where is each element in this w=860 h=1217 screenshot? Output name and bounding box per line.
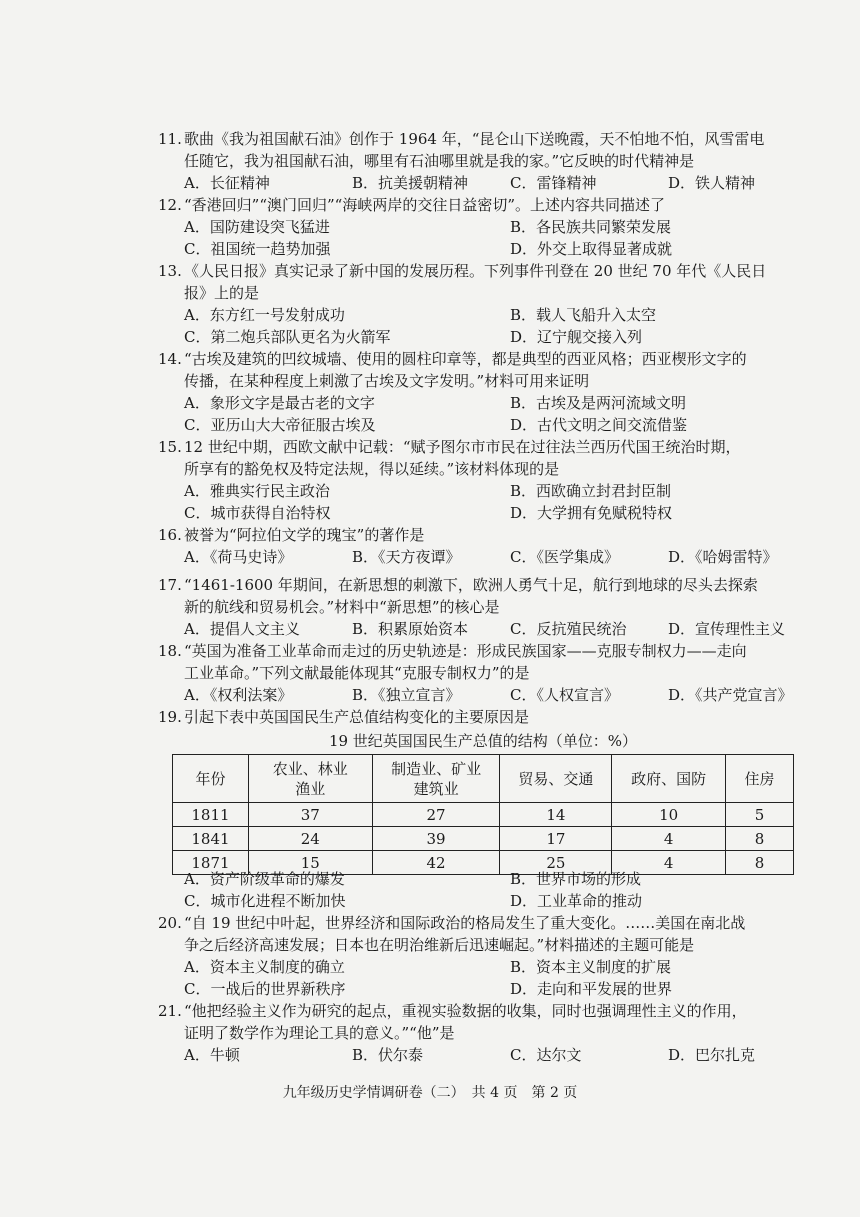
option-c[interactable]: C．第二炮兵部队更名为火箭军 (184, 328, 391, 346)
option-a[interactable]: A．资产阶级革命的爆发 (184, 870, 345, 888)
table-row (173, 827, 794, 851)
option-b[interactable]: B．积累原始资本 (352, 620, 469, 638)
question-text: “1461-1600 年期间，在新思想的刺激下，欧洲人勇气十足，航行到地球的尽头去探索 (184, 576, 758, 594)
question-20 (158, 912, 808, 1000)
question-number: 16. (158, 526, 182, 544)
question-number: 20. (158, 914, 182, 932)
question-number: 11. (158, 130, 182, 148)
question-number: 21. (158, 1002, 182, 1020)
option-b[interactable]: B．伏尔泰 (352, 1046, 424, 1064)
table-cell: 14 (500, 803, 612, 827)
option-c[interactable]: C．城市获得自治特权 (184, 504, 331, 522)
table-cell: 10 (612, 803, 726, 827)
table-cell: 4 (612, 827, 726, 851)
question-15 (158, 436, 808, 524)
table-header-cell: 贸易、交通 (500, 755, 612, 803)
table-header-row (173, 755, 794, 803)
option-c[interactable]: C．一战后的世界新秩序 (184, 980, 346, 998)
question-text: 新的航线和贸易机会。”材料中“新思想”的核心是 (184, 598, 500, 616)
question-text: “古埃及建筑的凹纹城墙、使用的圆柱印章等，都是典型的西亚风格；西亚楔形文字的 (184, 350, 747, 368)
option-b[interactable]: B．各民族共同繁荣发展 (510, 218, 672, 236)
table-cell: 27 (372, 803, 500, 827)
question-21 (158, 1000, 808, 1066)
question-text: 引起下表中英国国民生产总值结构变化的主要原因是 (184, 708, 530, 726)
question-12 (158, 194, 808, 260)
question-number: 17. (158, 576, 182, 594)
table-header-cell: 政府、国防 (612, 755, 726, 803)
option-d[interactable]: D．古代文明之间交流借鉴 (510, 416, 688, 434)
option-a[interactable]: A．资本主义制度的确立 (184, 958, 345, 976)
table-cell: 17 (500, 827, 612, 851)
option-d[interactable]: D．走向和平发展的世界 (510, 980, 673, 998)
table-caption: 19 世纪英国国民生产总值的结构（单位：%） (328, 732, 638, 750)
option-b[interactable]: B．西欧确立封君封臣制 (510, 482, 672, 500)
table-cell: 37 (248, 803, 372, 827)
question-17 (158, 574, 808, 640)
question-text: 证明了数学作为理论工具的意义。”“他”是 (184, 1024, 455, 1042)
option-d[interactable]: D．大学拥有免赋税特权 (510, 504, 673, 522)
question-text: “自 19 世纪中叶起，世界经济和国际政治的格局发生了重大变化。……美国在南北战 (184, 914, 746, 932)
question-text: “英国为准备工业革命而走过的历史轨迹是：形成民族国家——克服专制权力——走向 (184, 642, 747, 660)
table-cell: 4 (612, 851, 726, 875)
option-d[interactable]: D．《共产党宣言》 (668, 686, 793, 704)
option-b[interactable]: B．世界市场的形成 (510, 870, 642, 888)
question-text: 工业革命。”下列文献最能体现其“克服专制权力”的是 (184, 664, 530, 682)
question-text: 任随它，我为祖国献石油，哪里有石油哪里就是我的家。”它反映的时代精神是 (184, 152, 695, 170)
question-number: 12. (158, 196, 182, 214)
page-footer: 九年级历史学情调研卷（二） 共 4 页 第 2 页 (282, 1085, 578, 1101)
table-header-cell: 住房 (726, 755, 794, 803)
option-a[interactable]: A．提倡人文主义 (184, 620, 300, 638)
option-d[interactable]: D．工业革命的推动 (510, 892, 643, 910)
option-a[interactable]: A．长征精神 (184, 174, 270, 192)
option-b[interactable]: B．《天方夜谭》 (352, 548, 461, 566)
question-number: 18. (158, 642, 182, 660)
table-cell: 8 (726, 827, 794, 851)
option-d[interactable]: D．外交上取得显著成就 (510, 240, 673, 258)
option-c[interactable]: C．城市化进程不断加快 (184, 892, 346, 910)
table-cell: 1841 (173, 827, 249, 851)
option-c[interactable]: C．雷锋精神 (510, 174, 597, 192)
table-cell: 1811 (173, 803, 249, 827)
option-a[interactable]: A．《权利法案》 (184, 686, 293, 704)
table-cell: 39 (372, 827, 500, 851)
option-c[interactable]: C．《医学集成》 (510, 548, 619, 566)
option-b[interactable]: B．古埃及是两河流域文明 (510, 394, 687, 412)
table-cell: 42 (372, 851, 500, 875)
question-19-options (158, 868, 808, 912)
question-16 (158, 524, 808, 568)
table-cell: 25 (500, 851, 612, 875)
question-text: 传播，在某种程度上刺激了古埃及文字发明。”材料可用来证明 (184, 372, 590, 390)
question-text: 被誉为“阿拉伯文学的瑰宝”的著作是 (184, 526, 425, 544)
option-d[interactable]: D．铁人精神 (668, 174, 756, 192)
option-b[interactable]: B．《独立宣言》 (352, 686, 461, 704)
question-number: 15. (158, 438, 182, 456)
question-text: “香港回归”“澳门回归”“海峡两岸的交往日益密切”。上述内容共同描述了 (184, 196, 666, 214)
question-text: 争之后经济高速发展；日本也在明治维新后迅速崛起。”材料描述的主题可能是 (184, 936, 695, 954)
table-cell: 8 (726, 851, 794, 875)
table-row (173, 803, 794, 827)
option-a[interactable]: A．象形文字是最古老的文字 (184, 394, 375, 412)
question-11 (158, 128, 808, 194)
option-a[interactable]: A．牛顿 (184, 1046, 240, 1064)
question-14 (158, 348, 808, 436)
table-header-cell: 年份 (173, 755, 249, 803)
question-text: 12 世纪中期，西欧文献中记载：“赋予图尔市市民在过往法兰西历代国王统治时期， (184, 438, 741, 456)
question-text: “他把经验主义作为研究的起点，重视实验数据的收集，同时也强调理性主义的作用， (184, 1002, 747, 1020)
question-18 (158, 640, 808, 706)
option-d[interactable]: D．巴尔扎克 (668, 1046, 756, 1064)
option-b[interactable]: B．抗美援朝精神 (352, 174, 469, 192)
question-19 (158, 706, 808, 728)
question-13 (158, 260, 808, 348)
question-number: 19. (158, 708, 182, 726)
option-c[interactable]: C．达尔文 (510, 1046, 582, 1064)
question-text: 所享有的豁免权及特定法规，得以延续。”该材料体现的是 (184, 460, 560, 478)
option-b[interactable]: B．资本主义制度的扩展 (510, 958, 672, 976)
option-d[interactable]: D．《哈姆雷特》 (668, 548, 778, 566)
gdp-structure-table (172, 754, 794, 875)
question-text: 歌曲《我为祖国献石油》创作于 1964 年，“昆仑山下送晚霞，天不怕地不怕，风雪雷电 (184, 130, 765, 148)
table-header-cell: 农业、林业 渔业 (248, 755, 372, 803)
option-c[interactable]: C．反抗殖民统治 (510, 620, 627, 638)
question-number: 14. (158, 350, 182, 368)
option-d[interactable]: D．辽宁舰交接入列 (510, 328, 643, 346)
table-cell: 24 (248, 827, 372, 851)
question-text: 《人民日报》真实记录了新中国的发展历程。下列事件刊登在 20 世纪 70 年代《人民日 (184, 262, 767, 280)
option-c[interactable]: C．《人权宣言》 (510, 686, 619, 704)
table-header-cell: 制造业、矿业 建筑业 (372, 755, 500, 803)
table-cell: 1871 (173, 851, 249, 875)
option-a[interactable]: A．雅典实行民主政治 (184, 482, 330, 500)
option-d[interactable]: D．宣传理性主义 (668, 620, 786, 638)
option-a[interactable]: A．国防建设突飞猛进 (184, 218, 330, 236)
question-number: 13. (158, 262, 182, 280)
options-row (158, 172, 808, 194)
option-a[interactable]: A．《荷马史诗》 (184, 548, 293, 566)
table-cell: 5 (726, 803, 794, 827)
option-a[interactable]: A．东方红一号发射成功 (184, 306, 345, 324)
question-text: 报》上的是 (184, 284, 260, 302)
table-cell: 15 (248, 851, 372, 875)
option-c[interactable]: C．祖国统一趋势加强 (184, 240, 331, 258)
option-c[interactable]: C．亚历山大大帝征服古埃及 (184, 416, 376, 434)
option-b[interactable]: B．载人飞船升入太空 (510, 306, 657, 324)
